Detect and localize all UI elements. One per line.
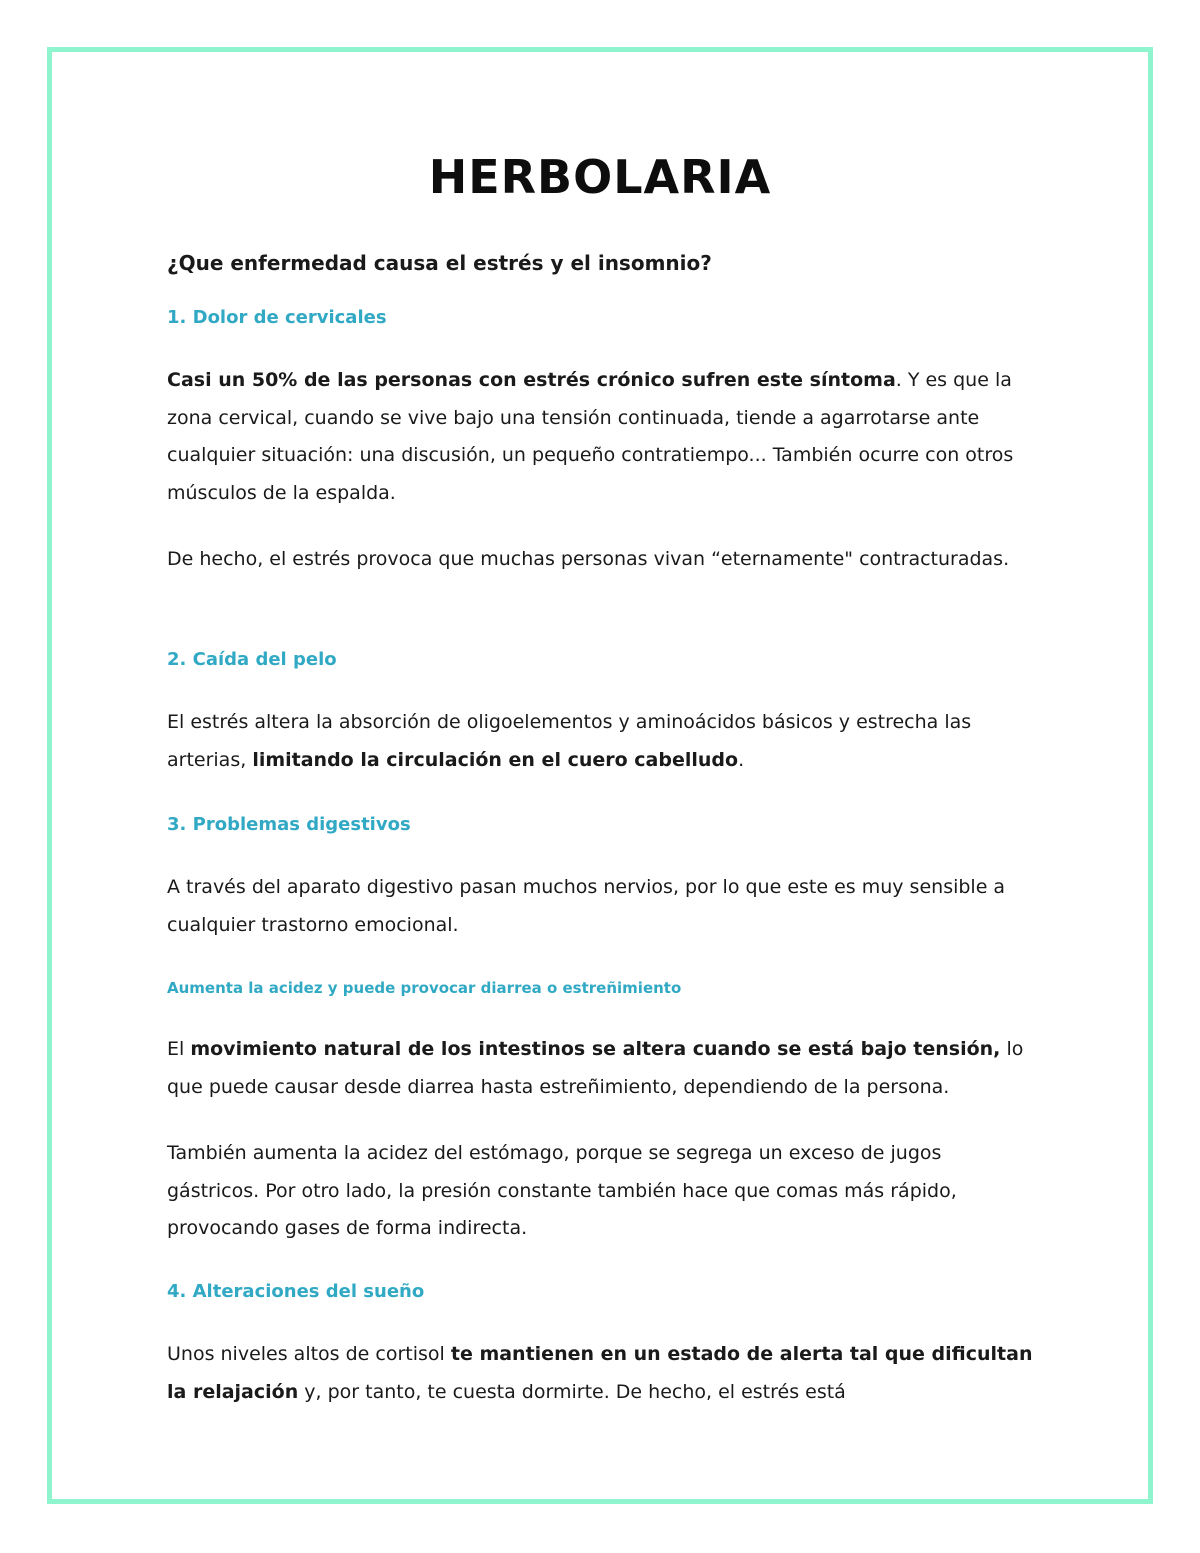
- paragraph-text: y, por tanto, te cuesta dormirte. De hecho, el estrés está: [298, 1380, 846, 1403]
- paragraph-digestivos-2: [167, 1031, 1037, 1106]
- paragraph-text: El estrés altera la absorción de oligoelementos y aminoácidos básicos y estrecha las arterias,: [167, 711, 972, 771]
- bold-text: Casi un 50% de las personas con estrés crónico sufren este síntoma: [167, 369, 896, 391]
- paragraph-text: Unos niveles altos de cortisol: [167, 1343, 451, 1365]
- page-title: HERBOLARIA: [428, 150, 772, 204]
- subheading-acidez: Aumenta la acidez y puede provocar diarrea o estreñimiento: [167, 979, 682, 997]
- paragraph-cervicales-2: De hecho, el estrés provoca que muchas personas vivan “eternamente" contracturadas.: [167, 548, 1010, 570]
- paragraph-cervicales-1: [167, 362, 1037, 512]
- paragraph-text: El: [167, 1038, 191, 1060]
- section-heading-digestivos: 3. Problemas digestivos: [167, 814, 411, 835]
- bold-text: movimiento natural de los intestinos se altera cuando se está bajo tensión,: [190, 1038, 1001, 1060]
- section-heading-sueno: 4. Alteraciones del sueño: [167, 1281, 425, 1302]
- section-heading-caida-pelo: 2. Caída del pelo: [167, 649, 337, 670]
- paragraph-digestivos-3: También aumenta la acidez del estómago, porque se segrega un exceso de jugos gástricos. Por otro lado, la presión constante también hace que comas más rápido, provocando gases de forma indirecta.: [167, 1142, 957, 1239]
- section-heading-cervicales: 1. Dolor de cervicales: [167, 307, 387, 328]
- paragraph-text: lo que puede causar desde diarrea hasta estreñimiento, dependiendo de la persona.: [167, 1038, 1024, 1098]
- paragraph-digestivos-1: A través del aparato digestivo pasan muchos nervios, por lo que este es muy sensible a cualquier trastorno emocional.: [167, 876, 1006, 936]
- paragraph-caida-pelo: [167, 704, 1037, 779]
- paragraph-text: .: [738, 748, 745, 771]
- bold-text: te mantienen en un estado de alerta tal que dificultan la relajación: [167, 1343, 1033, 1403]
- main-question: ¿Que enfermedad causa el estrés y el insomnio?: [167, 251, 712, 275]
- bold-text: limitando la circulación en el cuero cabelludo: [252, 748, 739, 771]
- paragraph-sueno: [167, 1336, 1037, 1411]
- paragraph-text: . Y es que la zona cervical, cuando se vive bajo una tensión continuada, tiende a agarrotarse ante cualquier situación: una discusión, un pequeño contratiempo... También ocurre con otros músculos de la espalda.: [167, 369, 1014, 504]
